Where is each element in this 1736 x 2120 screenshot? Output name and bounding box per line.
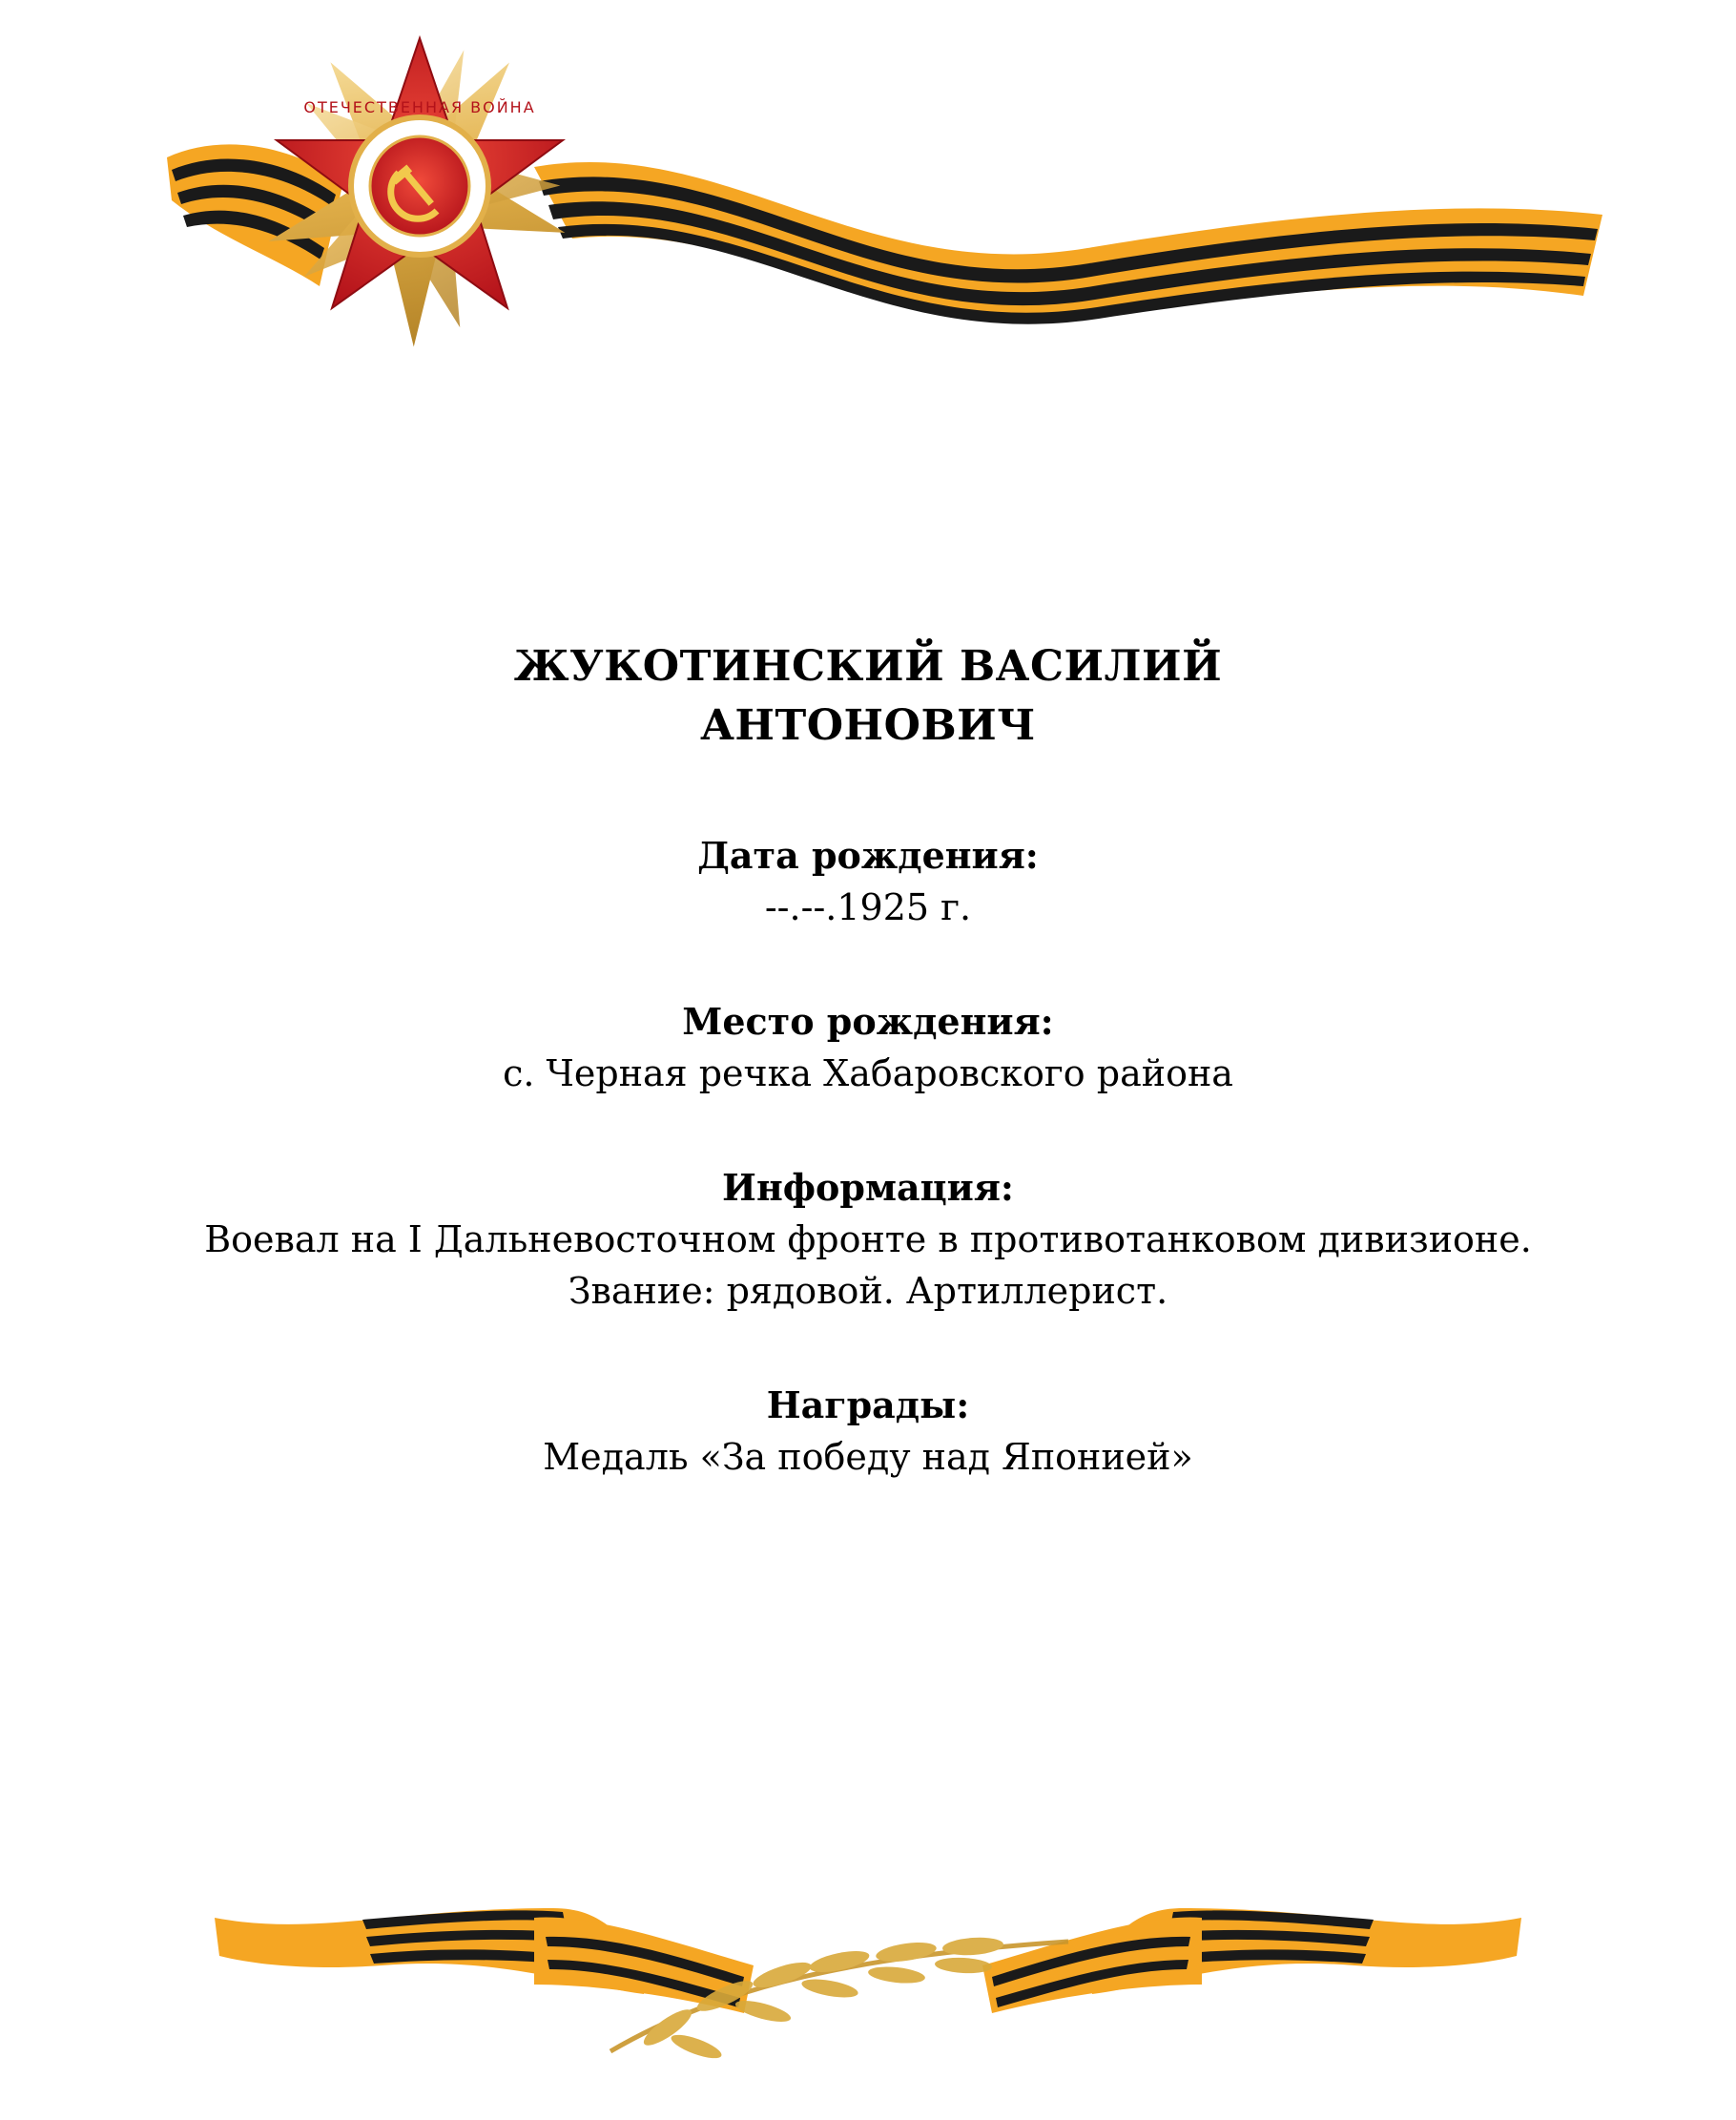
info-section [0, 1162, 1736, 1317]
birth-place-value: с. Черная речка Хабаровского района [503, 1052, 1233, 1094]
birth-place-section [0, 996, 1736, 1099]
info-label: Информация: [722, 1166, 1014, 1209]
person-name-line2: АНТОНОВИЧ [700, 701, 1036, 750]
birth-date-value: --.--.1925 г. [764, 886, 972, 928]
birth-date-section [0, 830, 1736, 933]
top-decoration [0, 0, 1736, 382]
birth-place-label: Место рождения: [682, 1000, 1054, 1043]
awards-section [0, 1380, 1736, 1483]
laurel-branch [610, 1936, 1068, 2063]
ribbon-bottom-right [982, 1908, 1521, 2013]
birth-date-label: Дата рождения: [697, 834, 1039, 877]
awards-label: Награды: [766, 1383, 970, 1426]
info-line1: Воевал на I Дальневосточном фронте в противотанковом дивизионе. [204, 1218, 1532, 1260]
awards-value: Медаль «За победу над Японией» [543, 1436, 1193, 1478]
person-name-line1: ЖУКОТИНСКИЙ ВАСИЛИЙ [513, 642, 1223, 691]
ribbon-right [534, 162, 1602, 324]
info-line2: Звание: рядовой. Артиллерист. [568, 1270, 1168, 1312]
badge-lettering: ОТЕЧЕСТВЕННАЯ ВОЙНА [303, 98, 536, 116]
ribbon-bottom-left [215, 1908, 754, 2013]
biography-card [0, 637, 1736, 1483]
